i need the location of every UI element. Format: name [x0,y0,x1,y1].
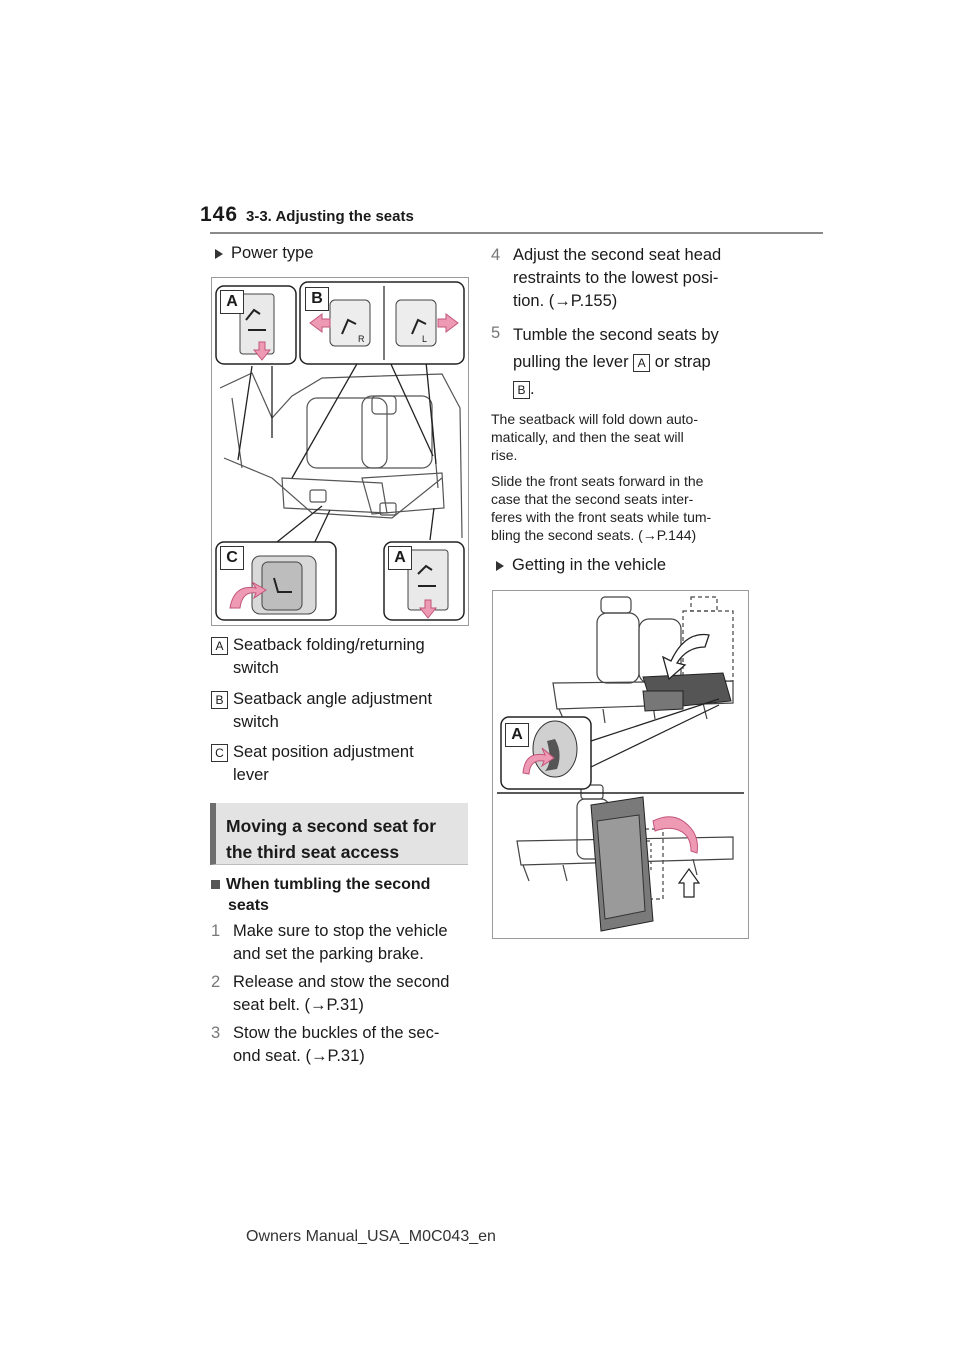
power-type-bullet [215,244,314,263]
figure-legend [211,634,471,794]
step-4: 4 Adjust the second seat head restraints to the lowest posi- tion. (→P.155) [491,246,722,310]
getting-in-figure [492,590,749,939]
getting-in-bullet: Getting in the vehicle [496,556,666,575]
inline-badge-b: B [513,381,530,399]
square-bullet-icon [211,880,220,889]
legend-badge-c: C [211,744,228,762]
inline-badge-a: A [633,354,650,372]
note-front-seats: Slide the front seats forward in the case that the second seats inter- feres with the front seats while tum- bling the second seats. (→P.144) [491,473,712,543]
step-1: 1 Make sure to stop the vehicle and set the parking brake. [211,922,448,963]
figure-label-a-top: A [220,290,244,314]
footer-manual-id: Owners Manual_USA_M0C043_en [246,1228,496,1245]
section-title: 3-3. Adjusting the seats [246,208,414,225]
legend-item-c: Seat position adjustment lever [233,743,414,784]
legend-badge-b: B [211,691,228,709]
figure-label-b-top: B [305,287,329,311]
triangle-bullet-icon [215,249,223,259]
figure-label-a-bottom: A [388,546,412,570]
switch-r-label: R [358,334,365,344]
figure-label-a: A [505,723,529,747]
legend-item-b: Seatback angle adjustment switch [233,690,433,731]
header-rule [210,232,823,234]
step-2: 2 Release and stow the second seat belt. (→P.31) [211,973,450,1014]
seat-tumble-illustration [493,591,748,938]
triangle-bullet-icon [496,561,504,571]
section-heading: Moving a second seat for the third seat access [210,803,468,865]
figure-label-c: C [220,546,244,570]
switch-l-label: L [422,334,428,344]
sub-heading: When tumbling the second seats [211,874,430,916]
power-seat-illustration [212,278,468,625]
step-5: 5 Tumble the second seats by pulling the lever A or strap B . [491,324,719,398]
note-seatback-fold: The seatback will fold down auto- matically, and then the seat will rise. [491,411,698,463]
step-3: 3 Stow the buckles of the sec- ond seat. (→P.31) [211,1024,440,1065]
power-seat-figure [211,277,469,626]
page-number: 146 [200,203,239,226]
legend-item-a: Seatback folding/returning switch [233,636,425,677]
power-type-label: Power type [231,244,314,262]
legend-badge-a: A [211,637,228,655]
